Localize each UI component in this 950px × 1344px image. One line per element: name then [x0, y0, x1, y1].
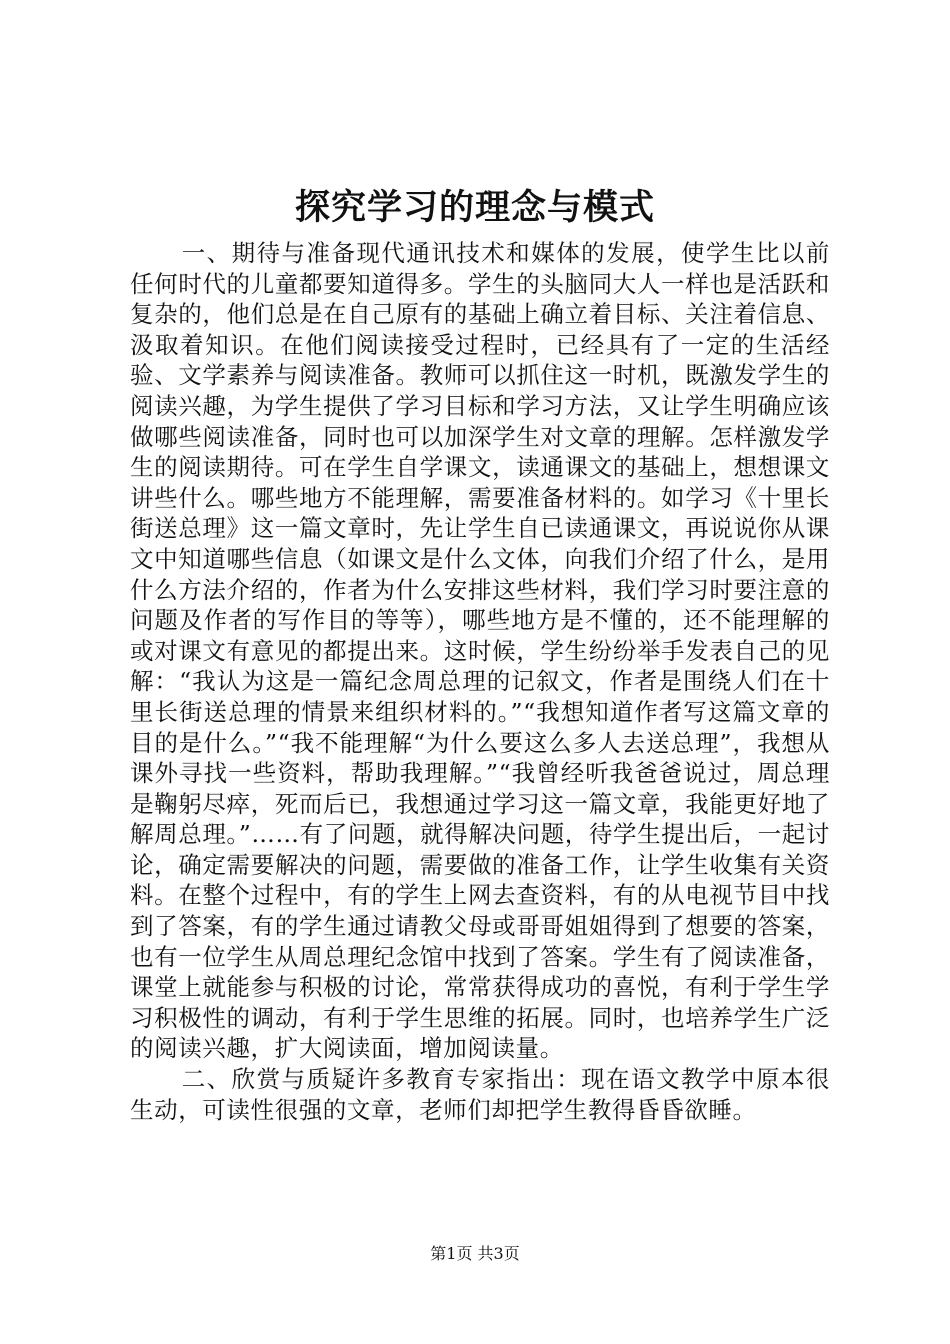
document-body — [130, 238, 830, 1125]
document-title: 探究学习的理念与模式 — [294, 187, 655, 228]
paragraph-1: 一、期待与准备现代通讯技术和媒体的发展，使学生比以前任何时代的儿童都要知道得多。学生的头脑同大人一样也是活跃和复杂的，他们总是在自己原有的基础上确立着目标、关注着信息、汲取着知识。在他们阅读接受过程时，已经具有了一定的生活经验、文学素养与阅读准备。教师可以抓住这一时机，既激发学生的阅读兴趣，为学生提供了学习目标和学习方法，又让学生明确应该做哪些阅读准备，同时也可以加深学生对文章的理解。怎样激发学生的阅读期待。可在学生自学课文，读通课文的基础上，想想课文讲些什么。哪些地方不能理解，需要准备材料的。如学习《十里长街送总理》这一篇文章时，先让学生自已读通课文，再说说你从课文中知道哪些信息（如课文是什么文体，向我们介绍了什么，是用什么方法介绍的，作者为什么安排这些材料，我们学习时要注意的问题及作者的写作目的等等），哪些地方是不懂的，还不能理解的或对课文有意见的都提出来。这时候，学生纷纷举手发表自己的见解：“我认为这是一篇纪念周总理的记叙文，作者是围绕人们在十里长街送总理的情景来组织材料的。”“我想知道作者写这篇文章的目的是什么。”“我不能理解“为什么要这么多人去送总理”，我想从课外寻找一些资料，帮助我理解。”“我曾经听我爸爸说过，周总理是鞠躬尽瘁，死而后已，我想通过学习这一篇文章，我能更好地了解周总理。”……有了问题，就得解决问题，待学生提出后，一起讨论，确定需要解决的问题，需要做的准备工作，让学生收集有关资料。在整个过程中，有的学生上网去查资料，有的从电视节目中找到了答案，有的学生通过请教父母或哥哥姐姐得到了想要的答案，也有一位学生从周总理纪念馆中找到了答案。学生有了阅读准备，课堂上就能参与积极的讨论，常常获得成功的喜悦，有利于学生学习积极性的调动，有利于学生思维的拓展。同时，也培养学生广泛的阅读兴趣，扩大阅读面，增加阅读量。 — [130, 239, 830, 1063]
paragraph-2: 二、欣赏与质疑许多教育专家指出：现在语文教学中原本很生动，可读性很强的文章，老师们却把学生教得昏昏欲睡。 — [130, 1065, 830, 1124]
page-number-footer: 第1页 共3页 — [430, 1244, 520, 1263]
